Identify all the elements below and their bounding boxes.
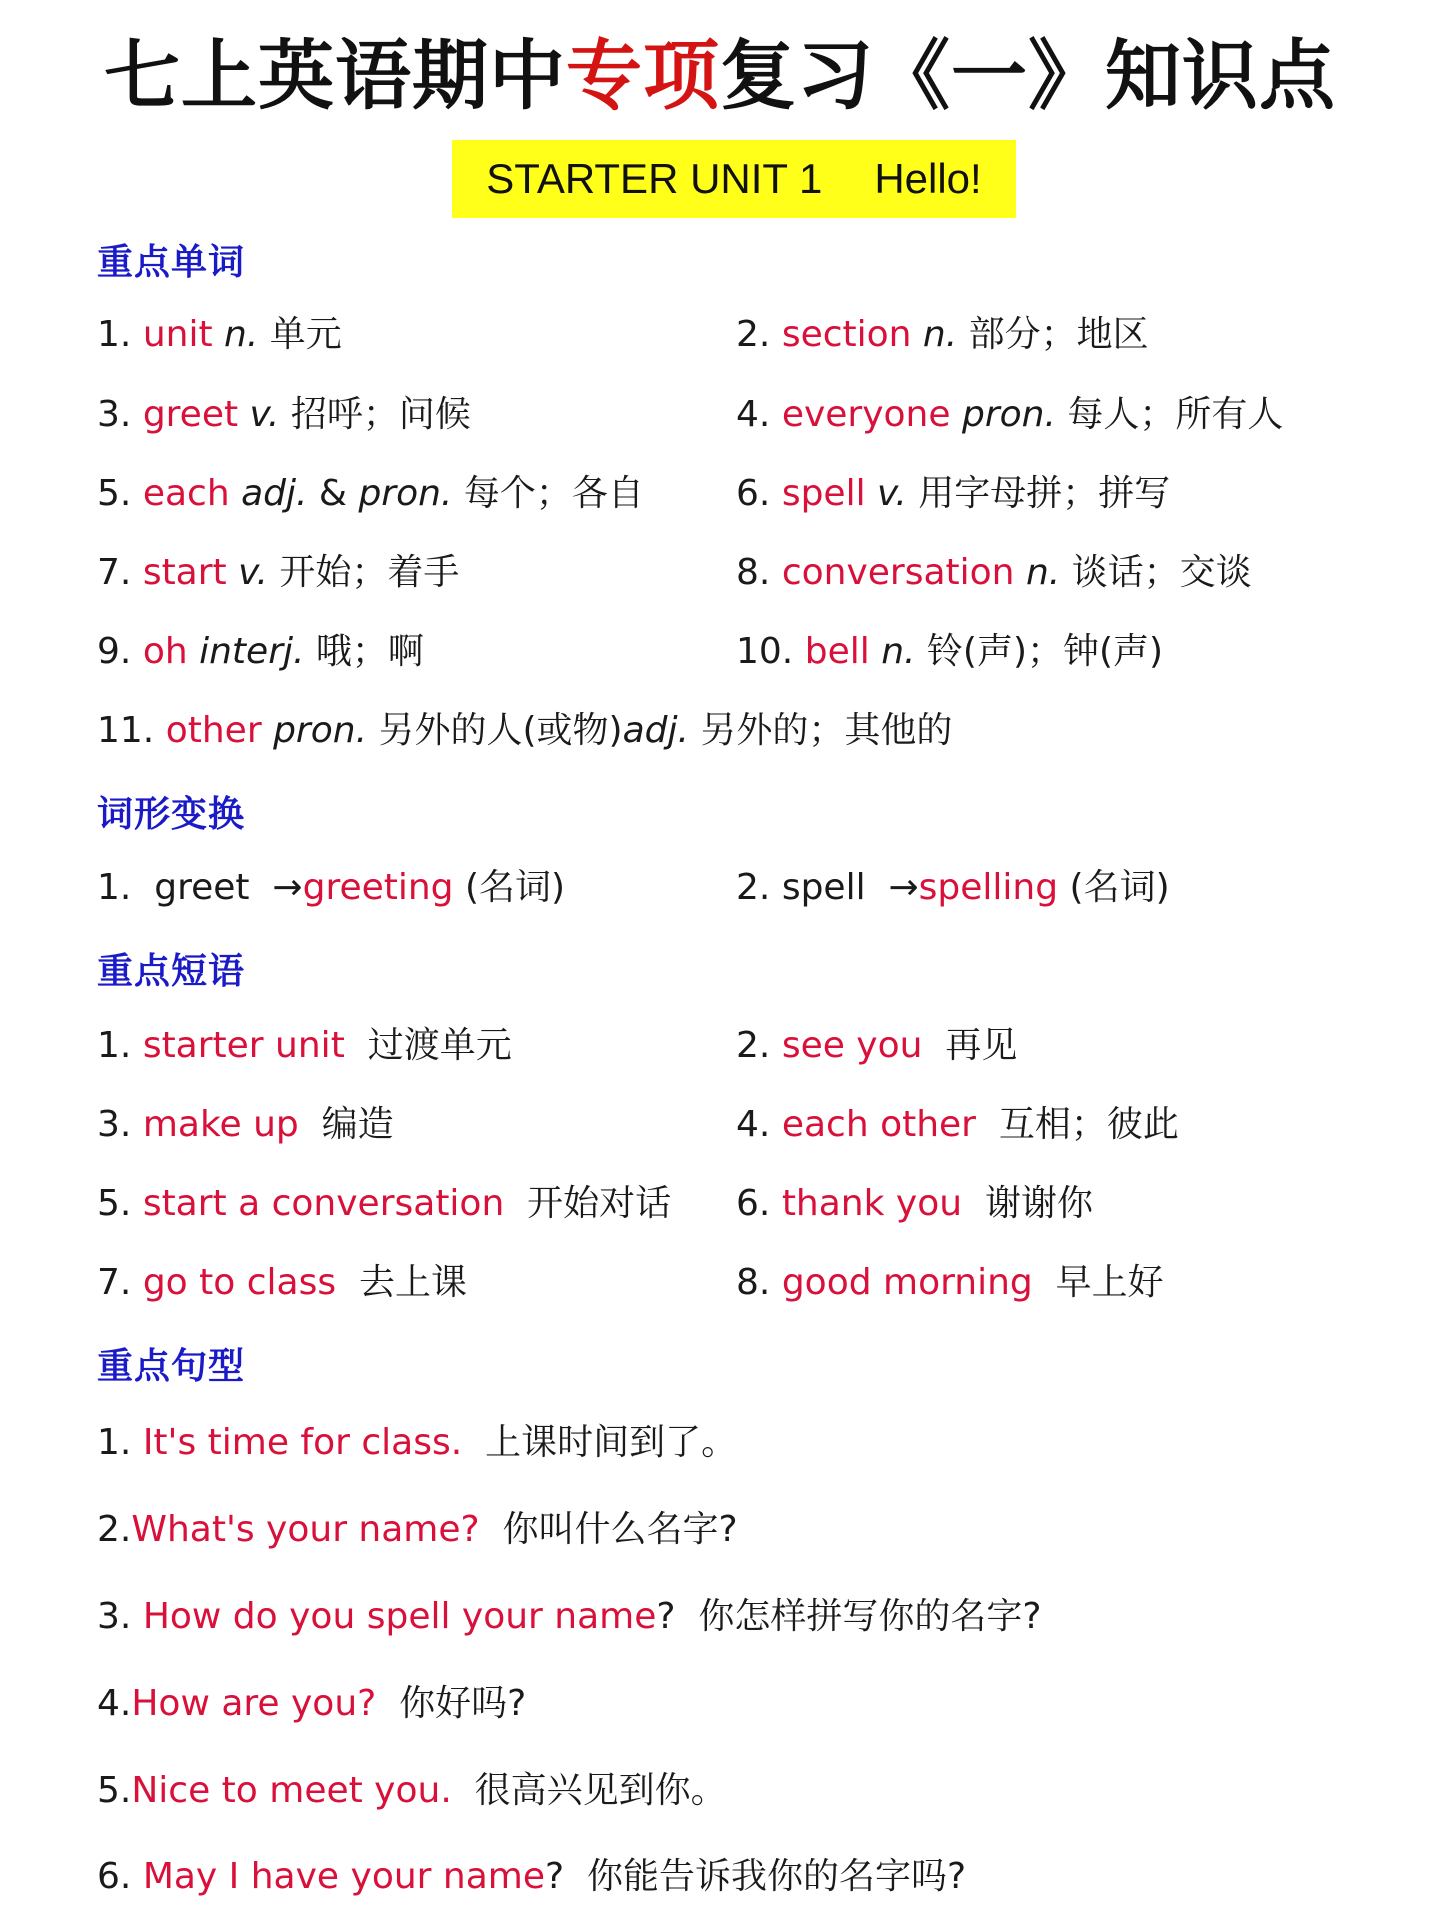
sentence-item: 1. It's time for class. 上课时间到了。 — [97, 1422, 738, 1463]
page-title — [0, 28, 1440, 124]
vocab-item: 7. start v. 开始；着手 — [97, 552, 460, 593]
unit-banner — [452, 140, 1016, 218]
sentence-item: 5.Nice to meet you. 很高兴见到你。 — [97, 1770, 727, 1811]
sentence-item: 6. May I have your name? 你能告诉我你的名字吗? — [97, 1856, 967, 1897]
sentence-item: 2.What's your name? 你叫什么名字? — [97, 1509, 738, 1550]
title-part-3: 复习《一》知识点 — [720, 31, 1336, 120]
unit-name: Hello! — [874, 155, 982, 202]
phrase-item: 6. thank you 谢谢你 — [736, 1183, 1093, 1224]
vocab-item: 9. oh interj. 哦；啊 — [97, 631, 424, 672]
vocab-item: 3. greet v. 招呼；问候 — [97, 394, 471, 435]
vocab-item: 5. each adj. & pron. 每个；各自 — [97, 473, 644, 514]
phrase-item: 3. make up 编造 — [97, 1104, 394, 1145]
form-item: 1. greet →greeting (名词) — [97, 867, 566, 908]
phrase-item: 5. start a conversation 开始对话 — [97, 1183, 672, 1224]
section-title-phrases: 重点短语 — [97, 951, 246, 992]
title-part-1: 七上英语期中 — [104, 31, 566, 120]
vocab-item: 11. other pron. 另外的人(或物)adj. 另外的；其他的 — [97, 710, 953, 751]
sentence-item: 3. How do you spell your name? 你怎样拼写你的名字? — [97, 1596, 1042, 1637]
vocab-item: 2. section n. 部分；地区 — [736, 314, 1149, 355]
section-title-vocab: 重点单词 — [97, 242, 246, 283]
section-title-forms: 词形变换 — [97, 794, 246, 835]
phrase-item: 2. see you 再见 — [736, 1025, 1018, 1066]
section-title-sentences: 重点句型 — [97, 1346, 246, 1387]
unit-label: STARTER UNIT 1 — [486, 155, 823, 202]
title-highlight: 专项 — [566, 31, 720, 120]
phrase-item: 7. go to class 去上课 — [97, 1262, 467, 1303]
phrase-item: 1. starter unit 过渡单元 — [97, 1025, 512, 1066]
vocab-item: 10. bell n. 铃(声)；钟(声) — [736, 631, 1164, 672]
vocab-item: 6. spell v. 用字母拼；拼写 — [736, 473, 1171, 514]
vocab-item: 4. everyone pron. 每人；所有人 — [736, 394, 1284, 435]
vocab-item: 8. conversation n. 谈话；交谈 — [736, 552, 1252, 593]
sentence-item: 4.How are you? 你好吗? — [97, 1683, 527, 1724]
vocab-item: 1. unit n. 单元 — [97, 314, 342, 355]
phrase-item: 4. each other 互相；彼此 — [736, 1104, 1179, 1145]
phrase-item: 8. good morning 早上好 — [736, 1262, 1164, 1303]
form-item: 2. spell →spelling (名词) — [736, 867, 1170, 908]
